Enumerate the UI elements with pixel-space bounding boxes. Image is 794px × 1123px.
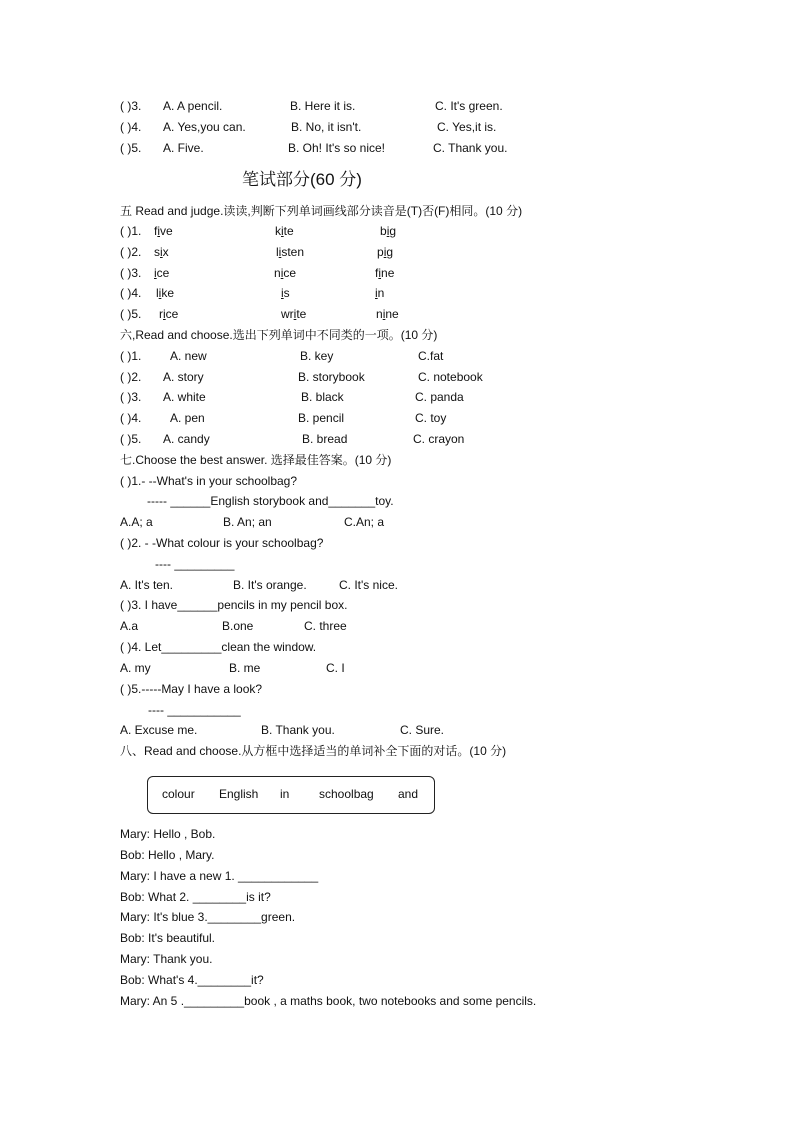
option-a: A. Five.	[163, 141, 204, 155]
option-a: A. Excuse me.	[120, 723, 198, 737]
option-b: B. Oh! It's so nice!	[288, 141, 385, 155]
option-c: C. I	[326, 661, 345, 675]
option-c: C. panda	[415, 390, 464, 404]
option-a: A. my	[120, 661, 151, 675]
question-number: ( )4.	[120, 286, 142, 300]
word-2: kite	[275, 224, 294, 238]
option-b: B. key	[300, 349, 334, 363]
question-number: ( )3.	[120, 266, 142, 280]
written-part-title: 笔试部分(60 分)	[242, 170, 362, 189]
option-c: C. toy	[415, 411, 447, 425]
question-number: ( )1.	[120, 349, 142, 363]
word-2: nice	[274, 266, 297, 280]
choice-question-2-reply: ---- _________	[155, 557, 235, 571]
question-number: ( )4.	[120, 411, 142, 425]
option-c: C.fat	[418, 349, 444, 363]
question-number: ( )3.	[120, 390, 142, 404]
option-b: B. It's orange.	[233, 578, 307, 592]
option-b: B. black	[301, 390, 344, 404]
word-3: in	[375, 286, 385, 300]
section-5-heading: 五 Read and judge.读读,判断下列单词画线部分读音是(T)否(F)相同。(10 分)	[120, 204, 523, 218]
word-3: big	[380, 224, 397, 238]
option-a: A. story	[163, 370, 204, 384]
dialogue-line: Mary: Thank you.	[120, 952, 213, 966]
option-b: B. pencil	[298, 411, 345, 425]
word-1: rice	[159, 307, 179, 321]
word-2: is	[281, 286, 290, 300]
dialogue-line: Bob: It's beautiful.	[120, 931, 216, 945]
option-b: B. me	[229, 661, 261, 675]
option-b: B. Thank you.	[261, 723, 335, 737]
option-a: A. It's ten.	[120, 578, 173, 592]
option-b: B. bread	[302, 432, 348, 446]
option-b: B. Here it is.	[290, 99, 356, 113]
dialogue-line: Bob: Hello , Mary.	[120, 848, 215, 862]
option-c: C. It's green.	[435, 99, 503, 113]
word-bank-item: in	[280, 787, 290, 801]
question-number: ( )2.	[120, 370, 142, 384]
word-bank-item: colour	[162, 787, 195, 801]
word-bank-item: English	[219, 787, 259, 801]
word-3: fine	[375, 266, 395, 280]
word-2: listen	[276, 245, 305, 259]
option-a: A. candy	[163, 432, 210, 446]
choice-question-4-stem: ( )4. Let_________clean the window.	[120, 640, 317, 654]
option-c: C. three	[304, 619, 347, 633]
option-a: A. A pencil.	[163, 99, 223, 113]
section-6-heading: 六,Read and choose.选出下列单词中不同类的一项。(10 分)	[120, 328, 438, 342]
option-c: C.An; a	[344, 515, 385, 529]
word-3: nine	[376, 307, 399, 321]
choice-question-5-stem: ( )5.-----May I have a look?	[120, 682, 263, 696]
word-3: pig	[377, 245, 394, 259]
option-b: B. storybook	[298, 370, 365, 384]
option-a: A.a	[120, 619, 139, 633]
question-number: ( )1.	[120, 224, 142, 238]
word-1: five	[154, 224, 173, 238]
option-a: A. pen	[170, 411, 205, 425]
option-a: A.A; a	[120, 515, 153, 529]
word-2: write	[281, 307, 307, 321]
option-c: C. Sure.	[400, 723, 445, 737]
option-b: B. An; an	[223, 515, 272, 529]
question-number: ( )5.	[120, 432, 142, 446]
choice-question-2-stem: ( )2. - -What colour is your schoolbag?	[120, 536, 324, 550]
option-c: C. Yes,it is.	[437, 120, 497, 134]
dialogue-line: Mary: I have a new 1. ____________	[120, 869, 319, 883]
option-c: C. Thank you.	[433, 141, 508, 155]
dialogue-line: Bob: What's 4.________it?	[120, 973, 264, 987]
question-number: ( )4.	[120, 120, 142, 134]
word-1: like	[156, 286, 175, 300]
option-b: B. No, it isn't.	[291, 120, 362, 134]
word-1: ice	[154, 266, 170, 280]
dialogue-line: Mary: An 5 ._________book , a maths book, two notebooks and some pencils.	[120, 994, 537, 1008]
choice-question-5-reply: ---- ___________	[148, 703, 241, 717]
word-bank-item: schoolbag	[319, 787, 374, 801]
choice-question-3-stem: ( )3. I have______pencils in my pencil box.	[120, 598, 348, 612]
option-c: C. notebook	[418, 370, 483, 384]
word-bank-item: and	[398, 787, 419, 801]
choice-question-1-stem: ( )1.- --What's in your schoolbag?	[120, 474, 298, 488]
option-a: A. white	[163, 390, 206, 404]
question-number: ( )5.	[120, 307, 142, 321]
dialogue-line: Mary: It's blue 3.________green.	[120, 910, 296, 924]
question-number: ( )3.	[120, 99, 142, 113]
word-1: six	[154, 245, 169, 259]
choice-question-1-reply: ----- ______English storybook and_______toy.	[147, 494, 394, 508]
option-b: B.one	[222, 619, 254, 633]
option-c: C. It's nice.	[339, 578, 398, 592]
question-number: ( )5.	[120, 141, 142, 155]
option-a: A. Yes,you can.	[163, 120, 246, 134]
section-8-heading: 八、Read and choose.从方框中选择适当的单词补全下面的对话。(10 分)	[120, 744, 507, 758]
option-a: A. new	[170, 349, 207, 363]
option-c: C. crayon	[413, 432, 465, 446]
dialogue-line: Mary: Hello , Bob.	[120, 827, 216, 841]
section-7-heading: 七.Choose the best answer. 选择最佳答案。(10 分)	[120, 453, 392, 467]
question-number: ( )2.	[120, 245, 142, 259]
dialogue-line: Bob: What 2. ________is it?	[120, 890, 271, 904]
